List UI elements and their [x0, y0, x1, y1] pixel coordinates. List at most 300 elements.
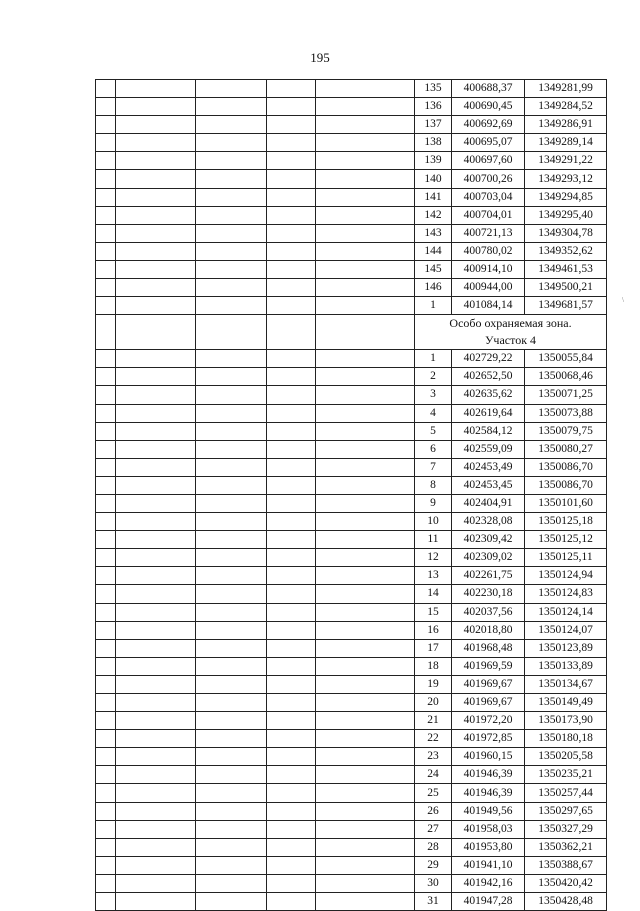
empty-cell [116, 621, 196, 639]
y-coordinate-cell: 1350055,84 [525, 350, 607, 368]
point-number-cell: 9 [415, 494, 452, 512]
empty-cell [96, 476, 116, 494]
empty-cell [196, 152, 267, 170]
point-number-cell: 6 [415, 440, 452, 458]
empty-cell [316, 188, 415, 206]
empty-cell [267, 802, 316, 820]
table-row [96, 748, 607, 766]
table-row [96, 639, 607, 657]
x-coordinate-cell: 401969,59 [452, 657, 525, 675]
x-coordinate-cell: 401941,10 [452, 856, 525, 874]
y-coordinate-cell: 1350134,67 [525, 675, 607, 693]
table-row [96, 893, 607, 911]
empty-cell [267, 766, 316, 784]
empty-cell [316, 476, 415, 494]
empty-cell [316, 98, 415, 116]
empty-cell [116, 98, 196, 116]
empty-cell [196, 567, 267, 585]
point-number-cell: 7 [415, 458, 452, 476]
empty-cell [96, 675, 116, 693]
empty-cell [196, 675, 267, 693]
empty-cell [196, 134, 267, 152]
empty-cell [267, 98, 316, 116]
empty-cell [267, 585, 316, 603]
empty-cell [96, 874, 116, 892]
empty-cell [116, 440, 196, 458]
empty-cell [116, 152, 196, 170]
x-coordinate-cell: 400704,01 [452, 206, 525, 224]
empty-cell [267, 386, 316, 404]
empty-cell [116, 802, 196, 820]
empty-cell [316, 116, 415, 134]
table-row [96, 224, 607, 242]
empty-cell [267, 874, 316, 892]
table-row [96, 784, 607, 802]
x-coordinate-cell: 401949,56 [452, 802, 525, 820]
empty-cell [96, 206, 116, 224]
empty-cell [316, 675, 415, 693]
empty-cell [96, 80, 116, 98]
empty-cell [96, 784, 116, 802]
empty-cell [316, 260, 415, 278]
table-row [96, 730, 607, 748]
empty-cell [96, 98, 116, 116]
x-coordinate-cell: 400688,37 [452, 80, 525, 98]
empty-cell [116, 476, 196, 494]
empty-cell [116, 260, 196, 278]
page-number: 195 [310, 50, 330, 65]
x-coordinate-cell: 400914,10 [452, 260, 525, 278]
empty-cell [316, 422, 415, 440]
empty-cell [196, 657, 267, 675]
point-number-cell: 142 [415, 206, 452, 224]
y-coordinate-cell: 1350180,18 [525, 730, 607, 748]
x-coordinate-cell: 401947,28 [452, 893, 525, 911]
x-coordinate-cell: 400697,60 [452, 152, 525, 170]
empty-cell [316, 279, 415, 297]
empty-cell [267, 657, 316, 675]
y-coordinate-cell: 1350388,67 [525, 856, 607, 874]
table-row [96, 802, 607, 820]
x-coordinate-cell: 402328,08 [452, 513, 525, 531]
empty-cell [196, 476, 267, 494]
y-coordinate-cell: 1350079,75 [525, 422, 607, 440]
empty-cell [116, 712, 196, 730]
y-coordinate-cell: 1350173,90 [525, 712, 607, 730]
empty-cell [316, 350, 415, 368]
empty-cell [196, 188, 267, 206]
point-number-cell: 8 [415, 476, 452, 494]
empty-cell [267, 422, 316, 440]
empty-cell [316, 206, 415, 224]
empty-cell [96, 279, 116, 297]
empty-cell [96, 350, 116, 368]
empty-cell [96, 315, 116, 350]
empty-cell [267, 152, 316, 170]
table-row [96, 458, 607, 476]
empty-cell [267, 440, 316, 458]
empty-cell [316, 242, 415, 260]
empty-cell [316, 170, 415, 188]
table-row [96, 874, 607, 892]
y-coordinate-cell: 1350086,70 [525, 476, 607, 494]
table-row [96, 170, 607, 188]
empty-cell [96, 188, 116, 206]
empty-cell [267, 838, 316, 856]
x-coordinate-cell: 401953,80 [452, 838, 525, 856]
empty-cell [96, 422, 116, 440]
empty-cell [316, 440, 415, 458]
empty-cell [116, 748, 196, 766]
y-coordinate-cell: 1349291,22 [525, 152, 607, 170]
empty-cell [96, 567, 116, 585]
x-coordinate-cell: 401958,03 [452, 820, 525, 838]
empty-cell [116, 116, 196, 134]
table-row [96, 621, 607, 639]
empty-cell [116, 766, 196, 784]
empty-cell [316, 874, 415, 892]
empty-cell [267, 893, 316, 911]
empty-cell [316, 820, 415, 838]
y-coordinate-cell: 1349500,21 [525, 279, 607, 297]
point-number-cell: 18 [415, 657, 452, 675]
x-coordinate-cell: 402309,42 [452, 531, 525, 549]
point-number-cell: 11 [415, 531, 452, 549]
y-coordinate-cell: 1350080,27 [525, 440, 607, 458]
empty-cell [96, 766, 116, 784]
empty-cell [116, 585, 196, 603]
y-coordinate-cell: 1349289,14 [525, 134, 607, 152]
empty-cell [96, 585, 116, 603]
empty-cell [116, 603, 196, 621]
y-coordinate-cell: 1350123,89 [525, 639, 607, 657]
x-coordinate-cell: 401084,14 [452, 297, 525, 315]
empty-cell [96, 224, 116, 242]
y-coordinate-cell: 1349281,99 [525, 80, 607, 98]
empty-cell [316, 784, 415, 802]
x-coordinate-cell: 401946,39 [452, 784, 525, 802]
point-number-cell: 143 [415, 224, 452, 242]
x-coordinate-cell: 401968,48 [452, 639, 525, 657]
empty-cell [96, 134, 116, 152]
empty-cell [196, 639, 267, 657]
empty-cell [196, 242, 267, 260]
y-coordinate-cell: 1349294,85 [525, 188, 607, 206]
x-coordinate-cell: 401972,20 [452, 712, 525, 730]
empty-cell [116, 458, 196, 476]
x-coordinate-cell: 402652,50 [452, 368, 525, 386]
point-number-cell: 29 [415, 856, 452, 874]
empty-cell [267, 476, 316, 494]
empty-cell [116, 494, 196, 512]
point-number-cell: 26 [415, 802, 452, 820]
empty-cell [116, 206, 196, 224]
x-coordinate-cell: 401960,15 [452, 748, 525, 766]
empty-cell [267, 513, 316, 531]
x-coordinate-cell: 402584,12 [452, 422, 525, 440]
empty-cell [267, 297, 316, 315]
empty-cell [96, 458, 116, 476]
point-number-cell: 145 [415, 260, 452, 278]
empty-cell [267, 712, 316, 730]
empty-cell [196, 730, 267, 748]
empty-cell [267, 170, 316, 188]
point-number-cell: 12 [415, 549, 452, 567]
y-coordinate-cell: 1350068,46 [525, 368, 607, 386]
empty-cell [267, 458, 316, 476]
empty-cell [96, 748, 116, 766]
empty-cell [116, 422, 196, 440]
point-number-cell: 31 [415, 893, 452, 911]
table-row [96, 404, 607, 422]
y-coordinate-cell: 1349295,40 [525, 206, 607, 224]
empty-cell [316, 549, 415, 567]
table-row [96, 134, 607, 152]
x-coordinate-cell: 400944,00 [452, 279, 525, 297]
table-row [96, 422, 607, 440]
point-number-cell: 5 [415, 422, 452, 440]
empty-cell [316, 315, 415, 350]
empty-cell [316, 603, 415, 621]
empty-cell [316, 838, 415, 856]
empty-cell [316, 531, 415, 549]
empty-cell [196, 712, 267, 730]
empty-cell [316, 386, 415, 404]
table-row [96, 494, 607, 512]
empty-cell [116, 297, 196, 315]
x-coordinate-cell: 402635,62 [452, 386, 525, 404]
empty-cell [96, 621, 116, 639]
x-coordinate-cell: 402453,45 [452, 476, 525, 494]
empty-cell [116, 820, 196, 838]
x-coordinate-cell: 400692,69 [452, 116, 525, 134]
y-coordinate-cell: 1350101,60 [525, 494, 607, 512]
point-number-cell: 141 [415, 188, 452, 206]
empty-cell [96, 730, 116, 748]
empty-cell [267, 134, 316, 152]
x-coordinate-cell: 402404,91 [452, 494, 525, 512]
table-row [96, 531, 607, 549]
x-coordinate-cell: 400700,26 [452, 170, 525, 188]
empty-cell [267, 260, 316, 278]
table-body [96, 80, 607, 911]
y-coordinate-cell: 1349681,57 [525, 297, 607, 315]
empty-cell [267, 603, 316, 621]
empty-cell [267, 820, 316, 838]
empty-cell [267, 368, 316, 386]
y-coordinate-cell: 1350428,48 [525, 893, 607, 911]
empty-cell [316, 224, 415, 242]
empty-cell [267, 621, 316, 639]
table-row [96, 856, 607, 874]
empty-cell [196, 531, 267, 549]
empty-cell [116, 893, 196, 911]
y-coordinate-cell: 1350124,14 [525, 603, 607, 621]
empty-cell [316, 567, 415, 585]
x-coordinate-cell: 400703,04 [452, 188, 525, 206]
empty-cell [196, 279, 267, 297]
table-row [96, 98, 607, 116]
table-row [96, 549, 607, 567]
table-row [96, 386, 607, 404]
y-coordinate-cell: 1349284,52 [525, 98, 607, 116]
table-row [96, 116, 607, 134]
y-coordinate-cell: 1350205,58 [525, 748, 607, 766]
empty-cell [267, 549, 316, 567]
empty-cell [96, 368, 116, 386]
empty-cell [96, 404, 116, 422]
empty-cell [267, 116, 316, 134]
point-number-cell: 136 [415, 98, 452, 116]
point-number-cell: 2 [415, 368, 452, 386]
empty-cell [96, 152, 116, 170]
empty-cell [96, 639, 116, 657]
table-row [96, 838, 607, 856]
empty-cell [116, 874, 196, 892]
empty-cell [96, 694, 116, 712]
point-number-cell: 138 [415, 134, 452, 152]
empty-cell [116, 730, 196, 748]
point-number-cell: 135 [415, 80, 452, 98]
empty-cell [196, 440, 267, 458]
x-coordinate-cell: 400780,02 [452, 242, 525, 260]
y-coordinate-cell: 1350420,42 [525, 874, 607, 892]
margin-mark: \ [622, 296, 624, 304]
empty-cell [196, 206, 267, 224]
empty-cell [116, 315, 196, 350]
y-coordinate-cell: 1350235,21 [525, 766, 607, 784]
empty-cell [196, 494, 267, 512]
table-row [96, 585, 607, 603]
y-coordinate-cell: 1350297,65 [525, 802, 607, 820]
table-row [96, 188, 607, 206]
empty-cell [96, 549, 116, 567]
empty-cell [96, 242, 116, 260]
empty-cell [267, 694, 316, 712]
empty-cell [316, 513, 415, 531]
x-coordinate-cell: 401969,67 [452, 694, 525, 712]
x-coordinate-cell: 402018,80 [452, 621, 525, 639]
empty-cell [196, 297, 267, 315]
table-row [96, 260, 607, 278]
empty-cell [267, 279, 316, 297]
y-coordinate-cell: 1349304,78 [525, 224, 607, 242]
empty-cell [116, 386, 196, 404]
empty-cell [316, 893, 415, 911]
empty-cell [96, 856, 116, 874]
empty-cell [96, 712, 116, 730]
x-coordinate-cell: 402261,75 [452, 567, 525, 585]
y-coordinate-cell: 1349286,91 [525, 116, 607, 134]
empty-cell [316, 694, 415, 712]
point-number-cell: 14 [415, 585, 452, 603]
x-coordinate-cell: 400695,07 [452, 134, 525, 152]
point-number-cell: 15 [415, 603, 452, 621]
empty-cell [96, 802, 116, 820]
empty-cell [116, 567, 196, 585]
table-row [96, 657, 607, 675]
empty-cell [96, 297, 116, 315]
empty-cell [267, 350, 316, 368]
point-number-cell: 146 [415, 279, 452, 297]
y-coordinate-cell: 1350073,88 [525, 404, 607, 422]
x-coordinate-cell: 402037,56 [452, 603, 525, 621]
y-coordinate-cell: 1350125,12 [525, 531, 607, 549]
point-number-cell: 24 [415, 766, 452, 784]
empty-cell [267, 567, 316, 585]
empty-cell [267, 224, 316, 242]
empty-cell [116, 404, 196, 422]
point-number-cell: 27 [415, 820, 452, 838]
empty-cell [267, 206, 316, 224]
empty-cell [196, 260, 267, 278]
empty-cell [267, 748, 316, 766]
y-coordinate-cell: 1350149,49 [525, 694, 607, 712]
point-number-cell: 1 [415, 297, 452, 315]
empty-cell [196, 422, 267, 440]
y-coordinate-cell: 1350133,89 [525, 657, 607, 675]
empty-cell [116, 639, 196, 657]
empty-cell [267, 188, 316, 206]
empty-cell [116, 549, 196, 567]
empty-cell [196, 458, 267, 476]
empty-cell [116, 531, 196, 549]
table-row [96, 513, 607, 531]
point-number-cell: 16 [415, 621, 452, 639]
table-row [96, 766, 607, 784]
empty-cell [196, 766, 267, 784]
y-coordinate-cell: 1350124,07 [525, 621, 607, 639]
empty-cell [316, 766, 415, 784]
y-coordinate-cell: 1349352,62 [525, 242, 607, 260]
empty-cell [196, 694, 267, 712]
empty-cell [116, 80, 196, 98]
empty-cell [267, 639, 316, 657]
empty-cell [96, 386, 116, 404]
empty-cell [196, 856, 267, 874]
empty-cell [316, 748, 415, 766]
empty-cell [196, 368, 267, 386]
table-row [96, 152, 607, 170]
empty-cell [196, 386, 267, 404]
empty-cell [196, 874, 267, 892]
empty-cell [196, 350, 267, 368]
empty-cell [196, 224, 267, 242]
empty-cell [196, 784, 267, 802]
y-coordinate-cell: 1350086,70 [525, 458, 607, 476]
y-coordinate-cell: 1350362,21 [525, 838, 607, 856]
table-row [96, 242, 607, 260]
empty-cell [96, 513, 116, 531]
empty-cell [96, 893, 116, 911]
empty-cell [96, 838, 116, 856]
empty-cell [316, 152, 415, 170]
empty-cell [267, 531, 316, 549]
empty-cell [316, 297, 415, 315]
empty-cell [196, 80, 267, 98]
empty-cell [196, 513, 267, 531]
point-number-cell: 13 [415, 567, 452, 585]
section-heading [415, 315, 607, 350]
empty-cell [196, 116, 267, 134]
empty-cell [196, 838, 267, 856]
point-number-cell: 17 [415, 639, 452, 657]
empty-cell [196, 170, 267, 188]
x-coordinate-cell: 400721,13 [452, 224, 525, 242]
point-number-cell: 140 [415, 170, 452, 188]
empty-cell [116, 856, 196, 874]
empty-cell [96, 603, 116, 621]
